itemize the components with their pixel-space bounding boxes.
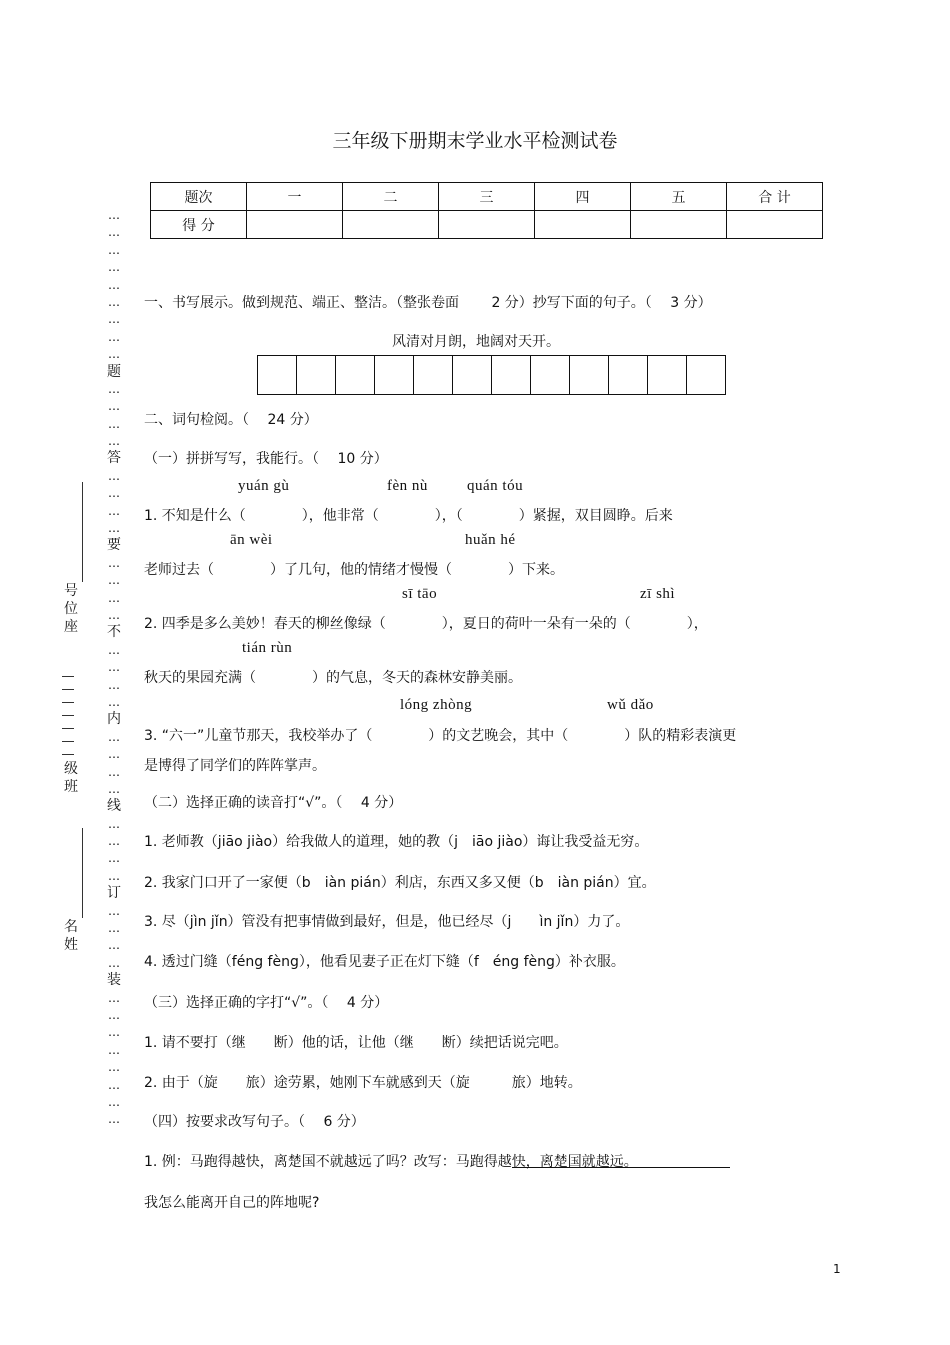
binding-char: 内 xyxy=(107,711,121,728)
writing-cell[interactable] xyxy=(491,355,531,395)
question-text: 是博得了同学们的阵阵掌声。 xyxy=(144,758,326,774)
question-text: 1. 请不要打（继 断）他的话，让他（继 断）续把话说完吧。 xyxy=(144,1035,568,1051)
seat-label: 号位座 xyxy=(64,583,78,635)
binding-char: 答 xyxy=(107,450,121,467)
question-text: 秋天的果园充满（ ）的气息，冬天的森林安静美丽。 xyxy=(144,670,522,686)
score-table-header-cell: 题次 xyxy=(151,183,247,211)
binding-char: 要 xyxy=(107,537,121,554)
class-line-dash xyxy=(62,676,74,677)
class-line-dash xyxy=(62,741,74,742)
score-cell[interactable] xyxy=(631,211,727,239)
writing-cell[interactable] xyxy=(296,355,336,395)
writing-cell[interactable] xyxy=(257,355,297,395)
pinyin: zī shì xyxy=(640,586,676,602)
pinyin: fèn nù xyxy=(387,478,428,494)
writing-cell[interactable] xyxy=(374,355,414,395)
writing-cell[interactable] xyxy=(530,355,570,395)
pinyin: ān wèi xyxy=(230,532,273,548)
writing-cell[interactable] xyxy=(569,355,609,395)
score-cell[interactable] xyxy=(535,211,631,239)
score-cell[interactable] xyxy=(727,211,823,239)
class-line-dash xyxy=(62,728,74,729)
pinyin: huǎn hé xyxy=(465,532,516,548)
question-text: 1. 例：马跑得越快，离楚国不就越远了吗？改写：马跑得越快，离楚国就越远。 xyxy=(144,1154,638,1170)
question-text: 2. 四季是多么美妙！春天的柳丝像绿（ ），夏日的荷叶一朵有一朵的（ ）， xyxy=(144,616,708,632)
score-table xyxy=(150,182,823,239)
writing-cell[interactable] xyxy=(413,355,453,395)
score-table-score-row xyxy=(151,211,823,239)
pinyin: sī tāo xyxy=(402,586,438,602)
section-1-heading: 一、书写展示。做到规范、端正、整洁。（整张卷面 2 分）抄写下面的句子。（ 3 分） xyxy=(144,295,712,311)
pinyin: quán tóu xyxy=(467,478,524,494)
writing-grid xyxy=(257,355,726,395)
pinyin: lóng zhòng xyxy=(400,697,473,713)
name-label: 名姓 xyxy=(64,919,78,953)
part-1-heading: （一）拼拼写写，我能行。（ 10 分） xyxy=(144,451,388,467)
pinyin: tián rùn xyxy=(242,640,293,656)
seat-line[interactable] xyxy=(82,482,83,582)
pinyin: yuán gù xyxy=(238,478,290,494)
score-row-label: 得 分 xyxy=(151,211,247,239)
binding-char: 题 xyxy=(107,363,121,380)
binding-line-dots: … … … … … … … … … 题 … … … … 答 … … … … 要 … … … … 不 … … … … 内 … … … … 线 … … … … 订 … … … … 装 … … … … … … … … xyxy=(107,208,121,1127)
writing-cell[interactable] xyxy=(686,355,726,395)
writing-cell[interactable] xyxy=(335,355,375,395)
score-table-header-row xyxy=(151,183,823,211)
question-text: 3. “六一”儿童节那天，我校举办了（ ）的文艺晚会，其中（ ）队的精彩表演更 xyxy=(144,728,737,744)
writing-cell[interactable] xyxy=(452,355,492,395)
question-text: 4. 透过门缝（féng fèng），他看见妻子正在灯下缝（f éng fèng）补衣服。 xyxy=(144,954,625,970)
copy-sentence: 风清对月朗，地阔对天开。 xyxy=(392,334,560,350)
class-line-dash xyxy=(62,702,74,703)
page-number: 1 xyxy=(833,1262,841,1276)
question-text: 3. 尽（jìn jǐn）管没有把事情做到最好，但是，他已经尽（j ìn jǐn）力了。 xyxy=(144,914,630,930)
score-table-header-cell: 五 xyxy=(631,183,727,211)
question-text: 1. 老师教（jiāo jiào）给我做人的道理，她的教（j iāo jiào）诲让我受益无穷。 xyxy=(144,834,649,850)
class-line-dash xyxy=(62,754,74,755)
section-2-heading: 二、词句检阅。（ 24 分） xyxy=(144,412,318,428)
binding-char: 线 xyxy=(107,798,121,815)
binding-char: 装 xyxy=(107,972,121,989)
page-title: 三年级下册期末学业水平检测试卷 xyxy=(332,130,618,152)
class-line-dash xyxy=(62,715,74,716)
part-3-heading: （三）选择正确的字打“√”。（ 4 分） xyxy=(144,995,389,1011)
class-label: 级班 xyxy=(64,761,78,795)
writing-cell[interactable] xyxy=(608,355,648,395)
binding-char: 不 xyxy=(107,624,121,641)
score-cell[interactable] xyxy=(343,211,439,239)
question-text: 2. 由于（旋 旅）途劳累，她刚下车就感到天（旋 旅）地转。 xyxy=(144,1075,582,1091)
question-text: 1. 不知是什么（ ），他非常（ ），（ ）紧握，双目圆睁。后来 xyxy=(144,508,673,524)
part-4-heading: （四）按要求改写句子。（ 6 分） xyxy=(144,1114,365,1130)
writing-cell[interactable] xyxy=(647,355,687,395)
question-text: 2. 我家门口开了一家便（b iàn pián）利店，东西又多又便（b iàn pián）宜。 xyxy=(144,875,656,891)
score-cell[interactable] xyxy=(439,211,535,239)
score-table-header-cell: 三 xyxy=(439,183,535,211)
question-text: 老师过去（ ）了几句，他的情绪才慢慢（ ）下来。 xyxy=(144,562,564,578)
part-2-heading: （二）选择正确的读音打“√”。（ 4 分） xyxy=(144,795,403,811)
name-line[interactable] xyxy=(82,828,83,918)
question-text: 我怎么能离开自己的阵地呢? xyxy=(144,1195,320,1211)
binding-char: 订 xyxy=(107,885,121,902)
score-cell[interactable] xyxy=(247,211,343,239)
score-table-header-cell: 合 计 xyxy=(727,183,823,211)
pinyin: wǔ dǎo xyxy=(607,697,654,713)
score-table-header-cell: 一 xyxy=(247,183,343,211)
score-table-header-cell: 二 xyxy=(343,183,439,211)
answer-underline xyxy=(512,1167,730,1168)
class-line-dash xyxy=(62,689,74,690)
score-table-header-cell: 四 xyxy=(535,183,631,211)
